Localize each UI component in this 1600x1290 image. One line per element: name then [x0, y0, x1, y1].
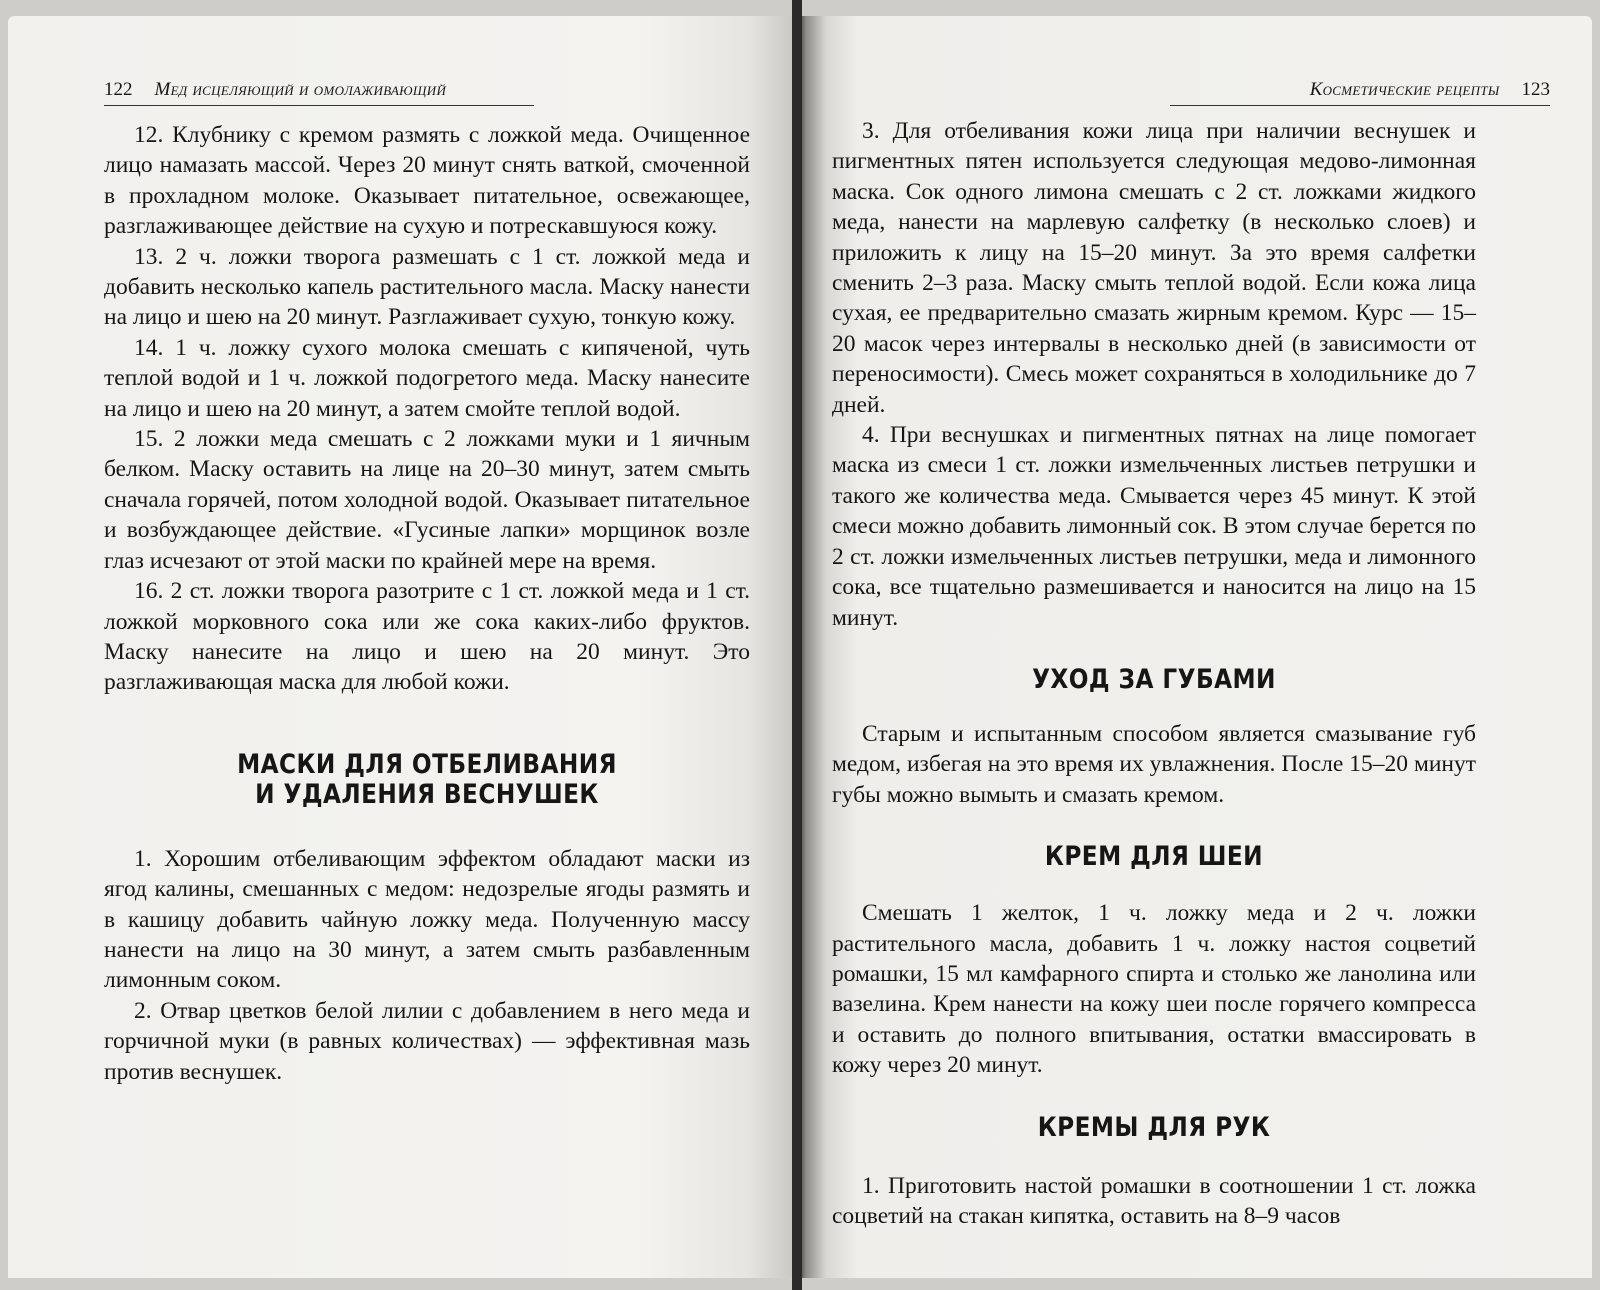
right-running-title: Косметические рецепты	[1309, 79, 1500, 100]
right-page-number: 123	[1521, 79, 1550, 100]
paragraph: 4. При веснушках и пигментных пятнах на лице помогает маска из смеси 1 ст. ложки измельченных листьев петрушки и такого же количества меда. Смывается через 45 минут. К этой смеси можно добавить лимонный сок. В этом случае берется по 2 ст. ложки измельченных листьев петрушки, меда и лимонного сока, все тщательно размешивается и наносится на лицо на 15 минут.	[832, 422, 1476, 631]
paragraph: Старым и испытанным способом является смазывание губ медом, избегая на это время их увлажнения. После 15–20 минут губы можно вымыть и смазать кремом.	[832, 720, 1476, 808]
section-heading-whitening	[149, 750, 705, 810]
section-heading-neck-cream: КРЕМ ДЛЯ ШЕИ	[1044, 841, 1264, 873]
book-gutter	[792, 0, 802, 1290]
paragraph: 3. Для отбеливания кожи лица при наличии веснушек и пигментных пятен используется следующая медово-лимонная маска. Сок одного лимона смешать с 2 ст. ложками жидкого меда, нанести на марлевую салфетку (в несколько слоев) и приложить к лицу на 15–20 минут. За это время салфетки сменить 2–3 раза. Маску смыть теплой водой. Если кожа лица сухая, ее предварительно смазать жирным кремом. Курс — 15–20 масок через интервалы в несколько дней (в зависимости от переносимости). Смесь может сохраняться в холодильнике до 7 дней.	[832, 118, 1476, 418]
paragraph: 12. Клубнику с кремом размять с ложкой меда. Очищенное лицо намазать массой. Через 20 минут снять ваткой, смоченной в прохладном молоке. Оказывает питательное, освежающее, разглаживающее действие на сухую и потрескавшуюся кожу.	[104, 122, 750, 240]
paragraph: 1. Приготовить настой ромашки в соотношении 1 ст. ложка соцветий на стакан кипятка, оставить на 8–9 часов	[832, 1172, 1476, 1229]
left-running-title: Мед исцеляющий и омолаживающий	[154, 79, 447, 100]
section-heading-hand-creams: КРЕМЫ ДЛЯ РУК	[1037, 1111, 1271, 1143]
paragraph: 1. Хорошим отбеливающим эффектом обладают маски из ягод калины, смешанных с медом: недозрелые ягоды размять и в кашицу добавить чайную ложку меда. Полученную массу нанести на лицо на 30 минут, а затем смыть разбавленным лимонным соком.	[104, 845, 750, 994]
heading-line: МАСКИ ДЛЯ ОТБЕЛИВАНИЯ	[237, 748, 617, 780]
section-heading-lips: УХОД ЗА ГУБАМИ	[1032, 663, 1276, 695]
paragraph: 14. 1 ч. ложку сухого молока смешать с кипяченой, чуть теплой водой и 1 ч. ложкой подогретого меда. Маску нанесите на лицо и шею на 20 минут, а затем смойте теплой водой.	[104, 334, 750, 422]
paragraph: 16. 2 ст. ложки творога разотрите с 1 ст. ложкой меда и 1 ст. ложкой морковного сока или же сока каких-либо фруктов. Маску нанесите на лицо и шею на 20 минут. Это разглаживающая маска для любой кожи.	[104, 578, 750, 696]
paragraph: 13. 2 ч. ложки творога размешать с 1 ст. ложкой меда и добавить несколько капель растительного масла. Маску нанести на лицо и шею на 20 минут. Разглаживает сухую, тонкую кожу.	[104, 243, 750, 331]
heading-line: И УДАЛЕНИЯ ВЕСНУШЕК	[255, 778, 599, 810]
left-running-head	[104, 68, 534, 106]
right-page	[798, 16, 1592, 1278]
paragraph: 2. Отвар цветков белой лилии с добавлением в него меда и горчичной муки (в равных количествах) — эффективная мазь против веснушек.	[104, 997, 750, 1085]
right-page-body	[832, 116, 1476, 1231]
paragraph: 15. 2 ложки меда смешать с 2 ложками муки и 1 яичным белком. Маску оставить на лице на 20–30 минут, затем смыть сначала горячей, потом холодной водой. Оказывает питательное и возбуждающее действие. «Гусиные лапки» морщинок возле глаз исчезают от этой маски по крайней мере на время.	[104, 426, 750, 574]
left-page-body	[104, 120, 750, 1087]
left-page-number: 122	[104, 79, 133, 100]
paragraph: Смешать 1 желток, 1 ч. ложку меда и 2 ч. ложки растительного масла, добавить 1 ч. ложку настоя соцветий ромашки, 15 мл камфарного спирта и столько же ланолина или вазелина. Крем нанести на кожу шеи после горячего компресса и оставить до полного впитывания, остатки вмассировать в кожу через 20 минут.	[832, 900, 1476, 1079]
left-page	[8, 16, 794, 1278]
right-running-head	[1170, 68, 1550, 106]
